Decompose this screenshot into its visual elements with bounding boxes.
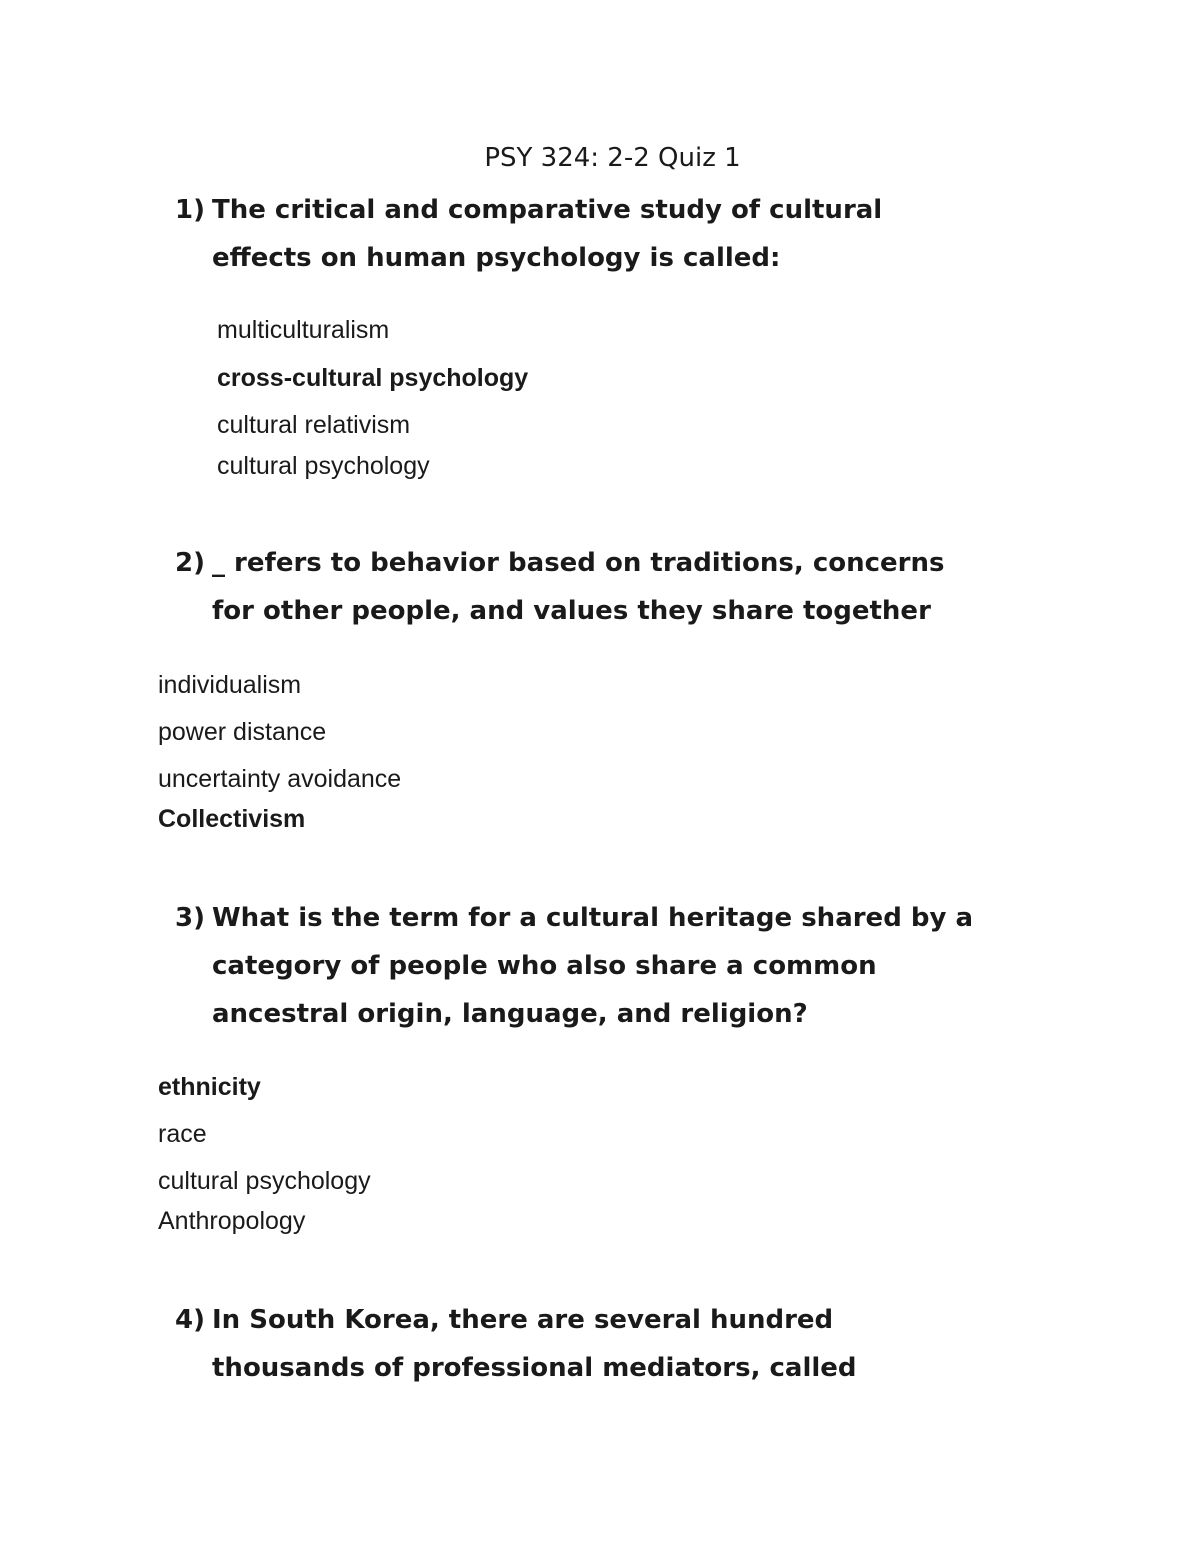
- answer-option: cultural relativism: [217, 411, 411, 439]
- question-2: [175, 539, 1075, 635]
- answer-option: power distance: [158, 718, 327, 746]
- question-text-line: What is the term for a cultural heritage shared by a: [212, 903, 974, 933]
- answer-option-correct: Collectivism: [158, 805, 306, 833]
- question-4: [175, 1296, 1075, 1392]
- answer-option: Anthropology: [158, 1207, 306, 1235]
- answer-option-correct: ethnicity: [158, 1073, 261, 1101]
- question-1: [175, 186, 1075, 282]
- question-number: 2): [175, 548, 205, 578]
- answer-option: uncertainty avoidance: [158, 765, 402, 793]
- question-number: 1): [175, 195, 205, 225]
- question-text-line: category of people who also share a common: [212, 951, 877, 981]
- answer-option: cultural psychology: [158, 1167, 371, 1195]
- page-title: PSY 324: 2-2 Quiz 1: [484, 143, 741, 173]
- question-text-line: In South Korea, there are several hundred: [212, 1305, 834, 1335]
- question-text-line: effects on human psychology is called:: [212, 243, 781, 273]
- question-text-line: ancestral origin, language, and religion?: [212, 999, 808, 1029]
- question-text-line: The critical and comparative study of cultural: [212, 195, 883, 225]
- answer-option: multiculturalism: [217, 316, 390, 344]
- question-text-line: thousands of professional mediators, called: [212, 1353, 857, 1383]
- answer-option: cultural psychology: [217, 452, 430, 480]
- answer-option: individualism: [158, 671, 302, 699]
- answer-option-correct: cross-cultural psychology: [217, 364, 529, 392]
- question-text-line: _ refers to behavior based on traditions, concerns: [212, 548, 945, 578]
- question-number: 4): [175, 1305, 205, 1335]
- question-text-line: for other people, and values they share together: [212, 596, 931, 626]
- answer-option: race: [158, 1120, 207, 1148]
- question-3: [175, 894, 1075, 1038]
- question-number: 3): [175, 903, 205, 933]
